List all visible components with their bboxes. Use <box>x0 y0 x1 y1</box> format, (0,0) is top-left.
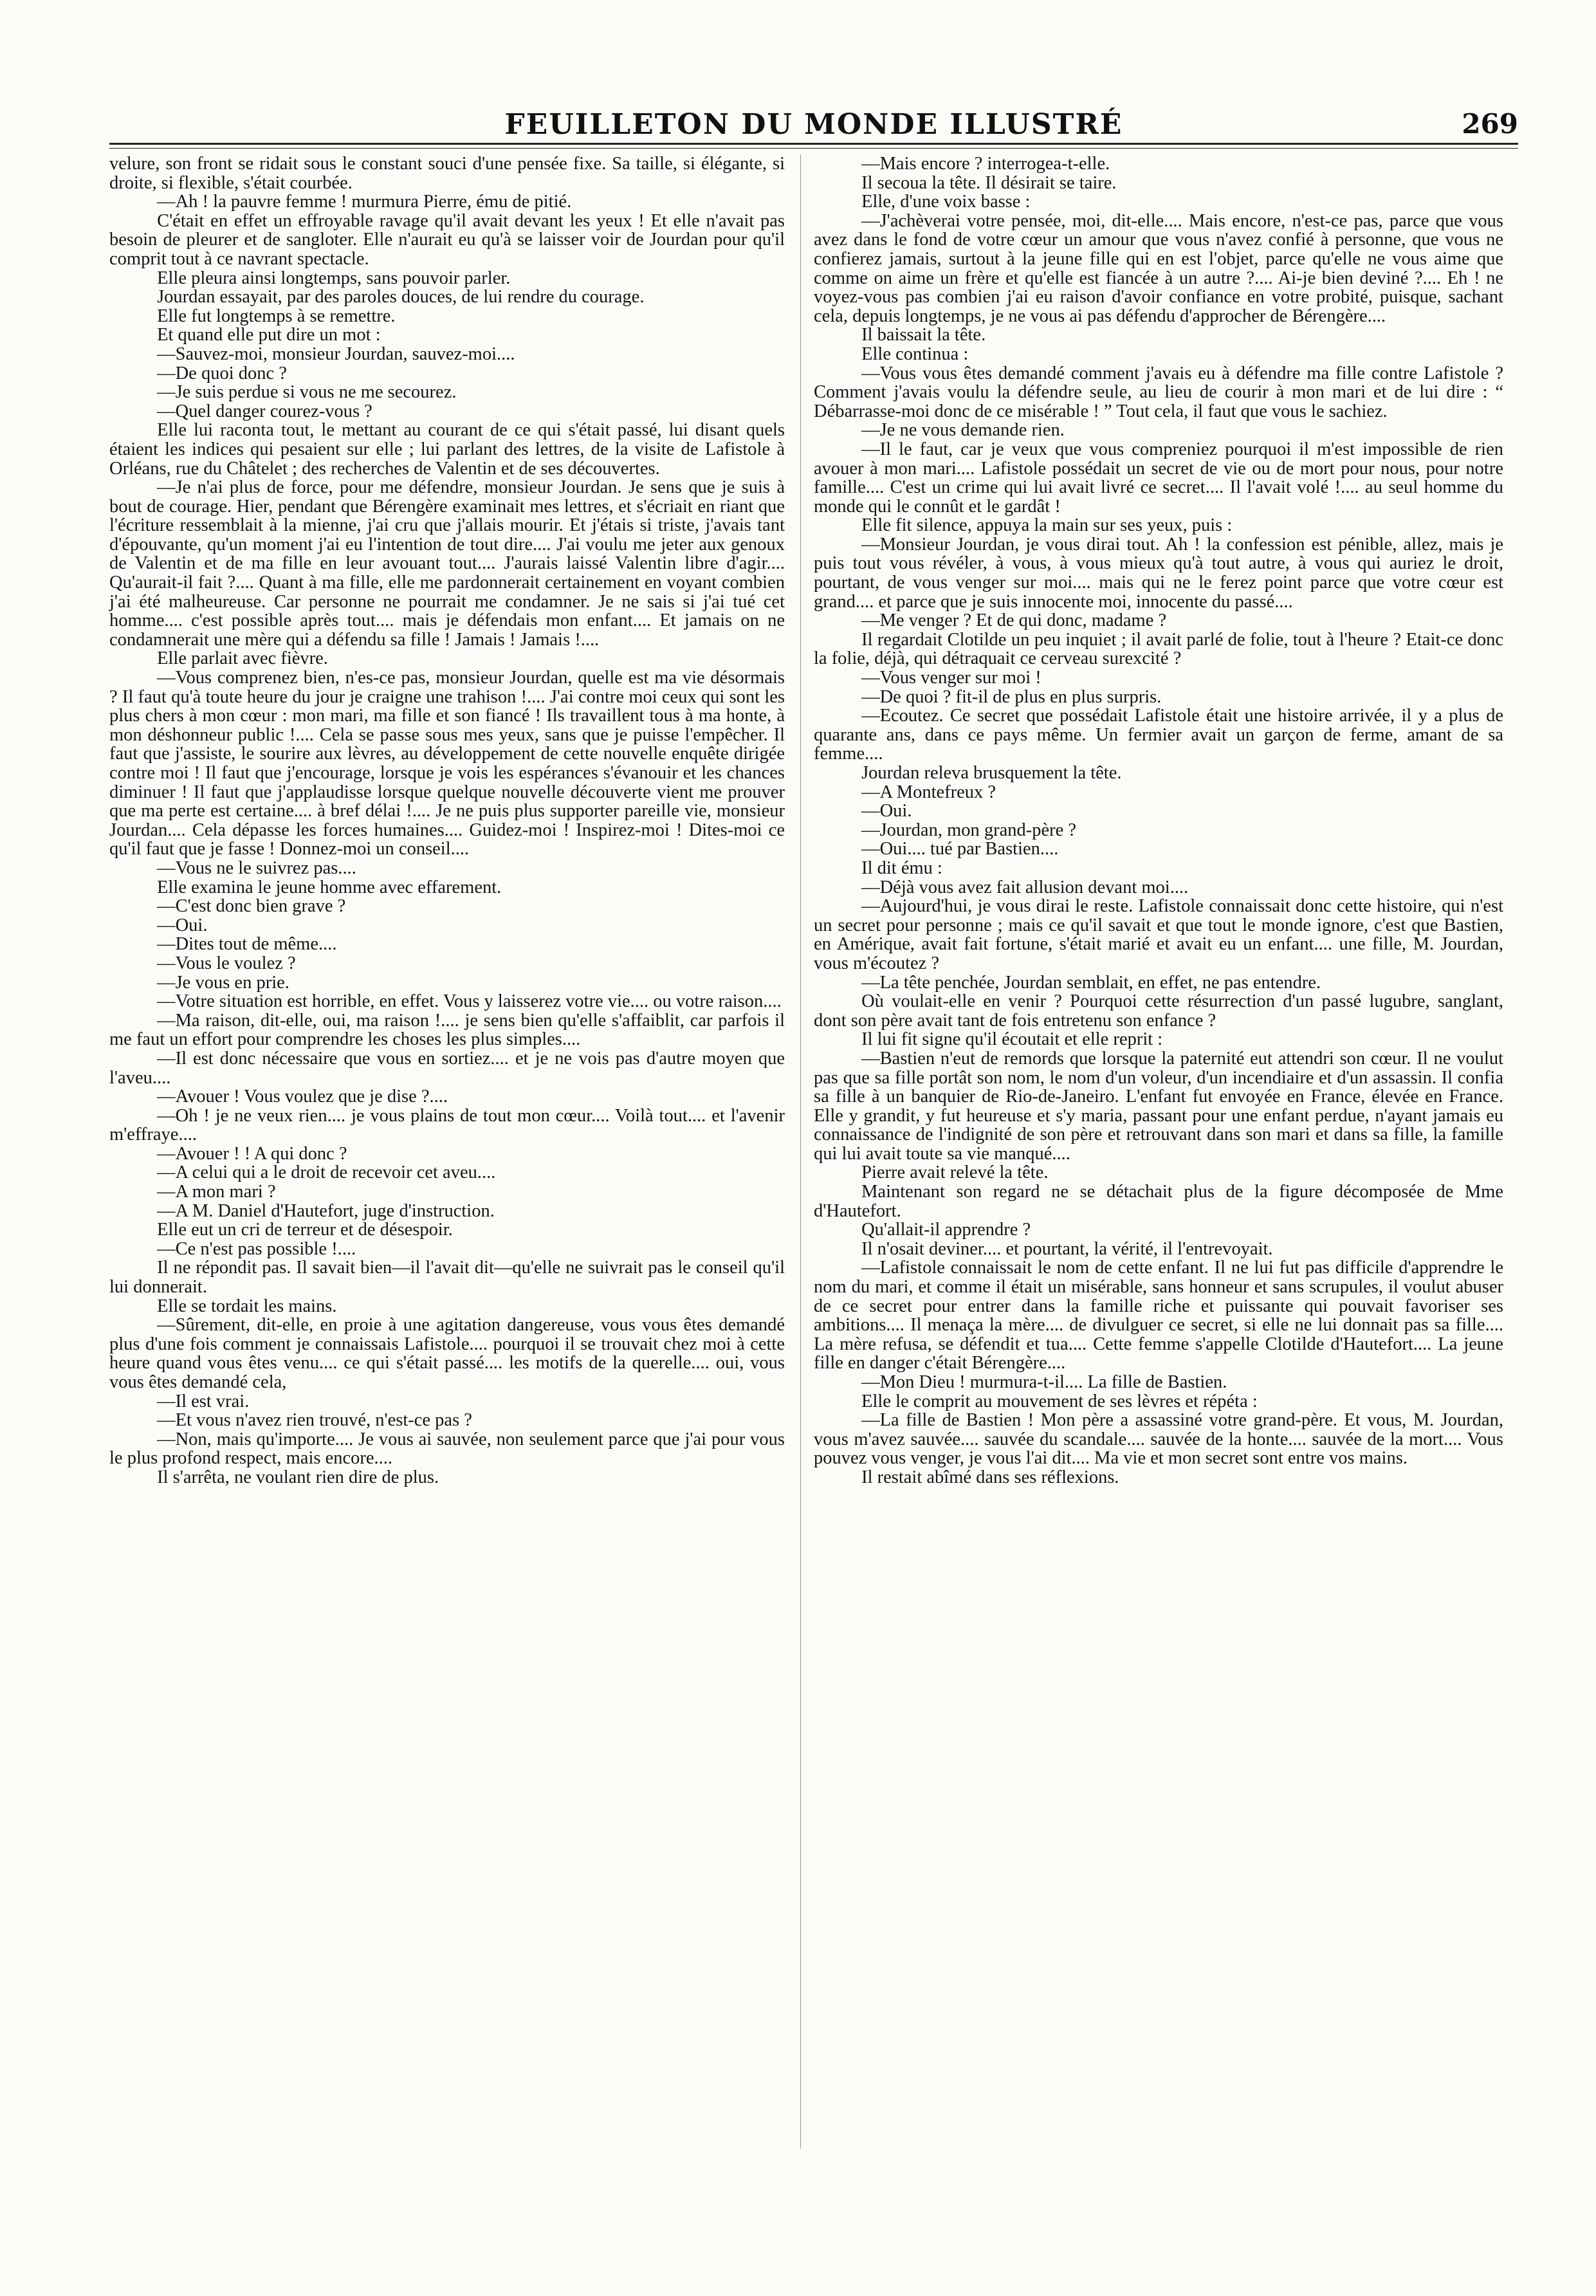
paragraph: —Vous ne le suivrez pas.... <box>157 858 356 878</box>
paragraph: —Il est donc nécessaire que vous en sortiez.... et je ne vois pas d'autre moyen que l'aveu.... <box>109 1048 785 1088</box>
paragraph: —De quoi ? fit-il de plus en plus surpris. <box>861 686 1162 707</box>
paragraph: C'était en effet un effroyable ravage qu'il avait devant les yeux ! Et elle n'avait pas besoin de pleurer et de sangloter. Elle n'aurait eu qu'à se laisser voir de Jourdan pour qu'il comprit tout à ce navrant spectacle. <box>109 210 785 269</box>
paragraph: —A celui qui a le droit de recevoir cet aveu.... <box>157 1162 496 1183</box>
paragraph: —Je suis perdue si vous ne me secourez. <box>157 382 457 403</box>
right-column <box>814 154 1503 1487</box>
paragraph: —A mon mari ? <box>157 1182 276 1202</box>
paragraph: —La tête penchée, Jourdan semblait, en effet, ne pas entendre. <box>861 972 1321 993</box>
paragraph: —Non, mais qu'importe.... Je vous ai sauvée, non seulement parce que j'ai pour vous le plus profond respect, mais encore.... <box>109 1429 785 1469</box>
left-column <box>109 154 785 1487</box>
paragraph: —J'achèverai votre pensée, moi, dit-elle.... Mais encore, n'est-ce pas, parce que vous avez dans le fond de votre cœur un amour que vous n'avez confié à personne, que vous ne confierez jamais, surtout à la jeune fille qui en est l'objet, parce qu'elle ne vous aime que comme on aime un frère et qu'elle est fiancée à un autre ?.... Ai-je bien deviné ?.... Eh ! ne voyez-vous pas combien j'ai eu raison d'avoir confiance en votre probité, puisque, sachant cela, depuis longtemps, je ne vous ai pas défendu d'approcher de Bérengère.... <box>814 210 1503 326</box>
paragraph: —Et vous n'avez rien trouvé, n'est-ce pas ? <box>157 1410 472 1431</box>
column-divider <box>800 154 801 2149</box>
paragraph: Il baissait la tête. <box>861 325 986 345</box>
paragraph: Elle lui raconta tout, le mettant au courant de ce qui s'était passé, lui disant quels étaient les indices qui pesaient sur elle ; lui parlant des lettres, de la visite de Lafistole à Orléans, rue du Châtelet ; des recherches de Valentin et de ses découvertes. <box>109 420 785 479</box>
paragraph: —La fille de Bastien ! Mon père a assassiné votre grand-père. Et vous, M. Jourdan, vous m'avez sauvée.... sauvée du scandale.... sauvée de la honte.... sauvée de la mort.... Vous pouvez vous venger, je vous l'ai dit.... Ma vie et mon secret sont entre vos mains. <box>814 1410 1503 1469</box>
paragraph: —Sûrement, dit-elle, en proie à une agitation dangereuse, vous vous êtes demandé plus d'une fois comment je connaissais Lafistole.... pourquoi il se trouvait chez moi à cette heure quand vous êtes venu.... ce qui s'était passé.... les motifs de la querelle.... oui, vous vous êtes demandé cela, <box>109 1315 785 1392</box>
paragraph: —Oui. <box>157 915 208 935</box>
paragraph: —Oui. <box>861 801 912 822</box>
paragraph: Il regardait Clotilde un peu inquiet ; il avait parlé de folie, tout à l'heure ? Etait-ce donc la folie, déjà, qui détraquait ce cerveau surexcité ? <box>814 629 1503 669</box>
paragraph: —Je n'ai plus de force, pour me défendre, monsieur Jourdan. Je sens que je suis à bout de courage. Hier, pendant que Bérengère examinait mes lettres, et s'écriait en riant que l'écriture ressemblait à la mienne, j'ai cru que j'allais mourir. Et j'étais si triste, j'avais tant d'épouvante, qu'un moment j'ai eu l'intention de tout dire.... J'ai voulu me jeter aux genoux de Valentin et de ma fille en leur avouant tout.... J'aurais laissé Valentin libre d'agir.... Qu'aurait-il fait ?.... Quant à ma fille, elle me pardonnerait certainement en voyant combien j'ai été malheureuse. Car personne ne pourrait me condamner. Je ne sais si j'ai tué cet homme.... c'est possible après tout.... mais je défendais mon enfant.... Et jamais on ne condamnerait une mère qui a défendu sa fille ! Jamais ! Jamais !.... <box>109 477 785 650</box>
page-number: 269 <box>1462 108 1518 140</box>
paragraph: —Sauvez-moi, monsieur Jourdan, sauvez-moi.... <box>157 344 515 364</box>
paragraph: Il restait abîmé dans ses réflexions. <box>861 1467 1119 1487</box>
paragraph: —Votre situation est horrible, en effet. Vous y laisserez votre vie.... ou votre raison.... <box>157 991 782 1012</box>
paragraph: Elle fit silence, appuya la main sur ses yeux, puis : <box>861 515 1233 536</box>
page-header <box>109 108 1518 147</box>
paragraph: Il dit ému : <box>861 858 942 878</box>
paragraph: velure, son front se ridait sous le constant souci d'une pensée fixe. Sa taille, si élégante, si droite, si flexible, s'était courbée. <box>109 154 785 193</box>
paragraph: —De quoi donc ? <box>157 363 287 383</box>
paragraph: —Ah ! la pauvre femme ! murmura Pierre, ému de pitié. <box>157 192 572 212</box>
paragraph: Où voulait-elle en venir ? Pourquoi cette résurrection d'un passé lugubre, sanglant, dont son père avait tant de fois entretenu son enfance ? <box>814 991 1503 1031</box>
paragraph: Jourdan essayait, par des paroles douces, de lui rendre du courage. <box>157 287 645 308</box>
paragraph: Qu'allait-il apprendre ? <box>861 1220 1031 1240</box>
paragraph: —Ma raison, dit-elle, oui, ma raison !.... je sens bien qu'elle s'affaiblit, car parfois il me faut un effort pour comprendre les choses les plus simples.... <box>109 1010 785 1050</box>
paragraph: —Oh ! je ne veux rien.... je vous plains de tout mon cœur.... Voilà tout.... et l'avenir m'effraye.... <box>109 1105 785 1145</box>
paragraph: Jourdan releva brusquement la tête. <box>861 763 1122 783</box>
paragraph: Il ne répondit pas. Il savait bien—il l'avait dit—qu'elle ne suivrait pas le conseil qu'il lui donnerait. <box>109 1258 785 1298</box>
paragraph: —Ce n'est pas possible !.... <box>157 1238 356 1259</box>
paragraph: —Mon Dieu ! murmura-t-il.... La fille de Bastien. <box>861 1372 1227 1392</box>
paragraph: Elle eut un cri de terreur et de désespoir. <box>157 1220 453 1240</box>
paragraph: Elle examina le jeune homme avec effarement. <box>157 877 502 897</box>
paragraph: —Monsieur Jourdan, je vous dirai tout. Ah ! la confession est pénible, allez, mais je puis tout vous révéler, à vous, à vous mieux qu'à tout autre, à vous qui auriez le droit, pourtant, de vous venger sur moi.... mais qui ne le ferez point parce que votre cœur est grand.... et parce que je suis innocente moi, innocente du passé.... <box>814 534 1503 612</box>
paragraph: —Ecoutez. Ce secret que possédait Lafistole était une histoire arrivée, il y a plus de quarante ans, dans ce pays même. Un fermier avait un garçon de ferme, amant de sa femme.... <box>814 706 1503 764</box>
paragraph: —Lafistole connaissait le nom de cette enfant. Il ne lui fut pas difficile d'apprendre le nom du mari, et comme il était un misérable, sans honneur et sans scrupules, il voulut abuser de ce secret pour entrer dans la famille riche et puissante qui pouvait favoriser ses ambitions.... Il menaça la mère.... de divulguer ce secret, si elle ne lui donnait pas sa fille.... La mère refusa, se défendit et tua.... Cette femme s'appelle Clotilde d'Hautefort.... La jeune fille en danger c'était Bérengère.... <box>814 1258 1503 1373</box>
paragraph: —Jourdan, mon grand-père ? <box>861 820 1077 840</box>
paragraph: —Bastien n'eut de remords que lorsque la paternité eut attendri son cœur. Il ne voulut pas que sa fille portât son nom, le nom d'un voleur, d'un incendiaire et d'un assassin. Il confia sa fille à un banquier de Rio-de-Janeiro. L'enfant fut envoyée en France, élevée en France. Elle y grandit, y fut heureuse et s'y maria, passant pour une enfant perdue, n'ayant jamais eu connaissance de l'indignité de son père et retrouvant dans son mari et dans sa fille, la famille qui lui avait toute sa vie manqué.... <box>814 1048 1503 1164</box>
paragraph: —Je vous en prie. <box>157 972 289 993</box>
paragraph: —Avouer ! ! A qui donc ? <box>157 1143 347 1164</box>
header-rule <box>109 143 1518 145</box>
paragraph: —Dites tout de même.... <box>157 934 337 955</box>
paragraph: —Oui.... tué par Bastien.... <box>861 839 1059 859</box>
paragraph: —Je ne vous demande rien. <box>861 420 1065 441</box>
header-rule-thin <box>109 148 1518 149</box>
paragraph: —A Montefreux ? <box>861 782 996 802</box>
paragraph: —Vous venger sur moi ! <box>861 668 1041 688</box>
paragraph: Il secoua la tête. Il désirait se taire. <box>861 172 1117 193</box>
paragraph: Pierre avait relevé la tête. <box>861 1162 1049 1183</box>
paragraph: —Mais encore ? interrogea-t-elle. <box>861 154 1110 174</box>
paragraph: —A M. Daniel d'Hautefort, juge d'instruction. <box>157 1200 495 1221</box>
paragraph: Il s'arrêta, ne voulant rien dire de plus. <box>157 1467 439 1487</box>
paragraph: Il n'osait deviner.... et pourtant, la vérité, il l'entrevoyait. <box>861 1238 1273 1259</box>
paragraph: —Aujourd'hui, je vous dirai le reste. Lafistole connaissait donc cette histoire, qui n'est un secret pour personne ; mais ce qu'il savait et que tout le monde ignore, c'est que Bastien, en Amérique, avait fait fortune, s'était marié et avait eu un enfant.... une fille, M. Jourdan, vous m'écoutez ? <box>814 896 1503 973</box>
paragraph: —Il le faut, car je veux que vous compreniez pourquoi il m'est impossible de rien avouer à mon mari.... Lafistole possédait un secret de vie ou de mort pour nous, pour notre famille.... C'est un crime qui lui avait livré ce secret.... Il l'avait volé !.... au seul homme du monde qui le connût et le gardât ! <box>814 439 1503 517</box>
paragraph: —Il est vrai. <box>157 1391 250 1411</box>
paragraph: Elle fut longtemps à se remettre. <box>157 306 396 326</box>
page-title: FEUILLETON DU MONDE ILLUSTRÉ <box>504 108 1123 141</box>
paragraph: Maintenant son regard ne se détachait plus de la figure décomposée de Mme d'Hautefort. <box>814 1182 1503 1221</box>
paragraph: —Quel danger courez-vous ? <box>157 401 372 421</box>
paragraph: Il lui fit signe qu'il écoutait et elle reprit : <box>861 1029 1163 1050</box>
paragraph: Elle, d'une voix basse : <box>861 192 1031 212</box>
paragraph: Elle le comprit au mouvement de ses lèvres et répéta : <box>861 1391 1258 1411</box>
paragraph: Elle se tordait les mains. <box>157 1296 337 1316</box>
paragraph: Elle pleura ainsi longtemps, sans pouvoir parler. <box>157 268 511 288</box>
paragraph: —Vous comprenez bien, n'es-ce pas, monsieur Jourdan, quelle est ma vie désormais ? Il faut qu'à toute heure du jour je craigne une trahison !.... J'ai contre moi ceux qui sont les plus chers à mon cœur : mon mari, ma fille et son fiancé ! Ils travaillent tous à ma honte, à mon déshonneur public !.... Cela se passe sous mes yeux, sans que je puisse l'empêcher. Il faut que j'assiste, le sourire aux lèvres, au développement de cette nouvelle enquête dirigée contre moi ! Il faut que j'encourage, lorsque je vois les espérances s'évanouir et les chances diminuer ! Il faut que j'applaudisse lorsque quelque nouvelle découverte vient me prouver que ma perte est certaine.... à bref délai !.... Je ne puis plus supporter pareille vie, monsieur Jourdan.... Cela dépasse les forces humaines.... Guidez-moi ! Inspirez-moi ! Dites-moi ce qu'il faut que je fasse ! Donnez-moi un conseil.... <box>109 668 785 859</box>
paragraph: —Vous le voulez ? <box>157 953 296 973</box>
paragraph: Elle continua : <box>861 344 969 364</box>
paragraph: Elle parlait avec fièvre. <box>157 648 328 669</box>
paragraph: —C'est donc bien grave ? <box>157 896 346 917</box>
paragraph: —Avouer ! Vous voulez que je dise ?.... <box>157 1087 448 1107</box>
paragraph: —Me venger ? Et de qui donc, madame ? <box>861 611 1167 631</box>
paragraph: Et quand elle put dire un mot : <box>157 325 381 345</box>
paragraph: —Déjà vous avez fait allusion devant moi.... <box>861 877 1189 897</box>
paragraph: —Vous vous êtes demandé comment j'avais eu à défendre ma fille contre Lafistole ? Comment j'avais voulu la défendre seule, au lieu de courir à mon mari et de lui dire : “ Débarrasse-moi donc de ce misérable ! ” Tout cela, il faut que vous le sachiez. <box>814 363 1503 421</box>
